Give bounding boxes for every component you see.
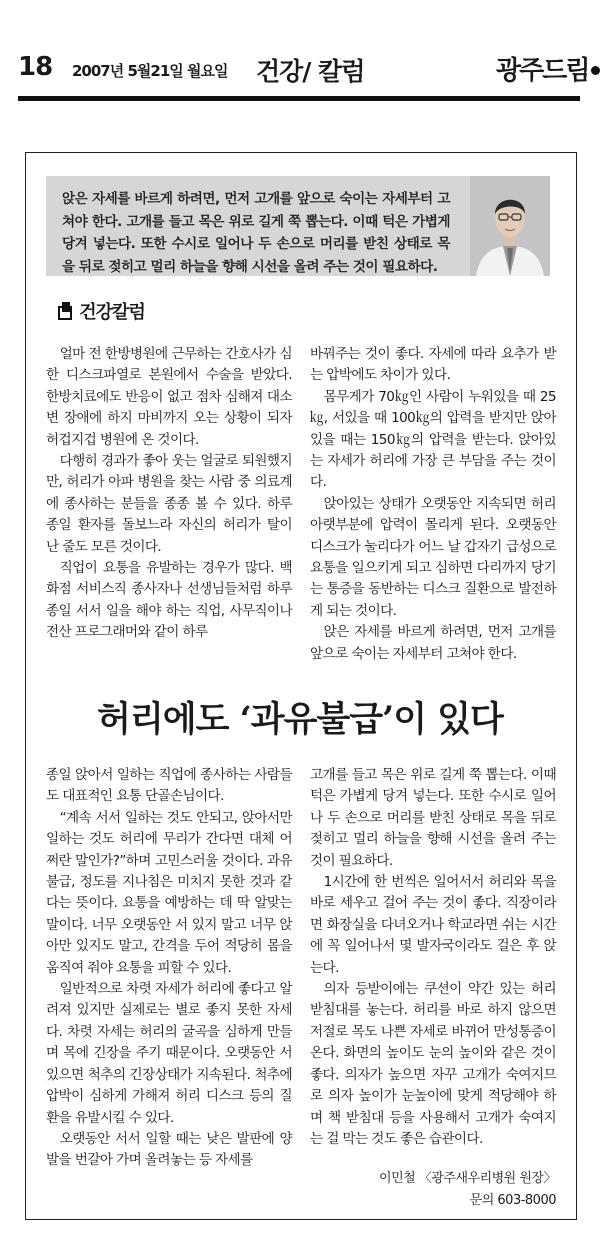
column-label-text: 건강칼럼: [79, 302, 145, 323]
column-square-icon: [58, 306, 72, 320]
paragraph: 앉아있는 상태가 오랫동안 지속되면 허리 아랫부분에 압력이 몰리게 된다. 오랫동안 디스크가 눌리다가 어느 날 갑자기 급성으로 요통을 일으키게 되고 심하면 다리까지 당기는 통증을 동반하는 디스크 질환으로 발전하게 되는 것이다.: [310, 495, 556, 619]
summary-text: 앉은 자세를 바르게 하려면, 먼저 고개를 앞으로 숙이는 자세부터 고쳐야 한다. 고개를 들고 목은 위로 길게 쭉 뽑는다. 이때 턱은 가볍게 당겨 넣는다. 또한 수시로 일어나 두 손으로 머리를 받친 상태로 목을 뒤로 젖히고 멀리 하늘을 향해 시선을 올려 주는 것이 필요하다.: [62, 191, 450, 275]
newspaper-logo: [496, 50, 588, 87]
column-label: [58, 298, 145, 324]
paragraph: 종일 앉아서 일하는 직업에 종사하는 사람들도 대표적인 요통 단골손님이다.: [46, 767, 292, 805]
body-column-upper-left: [46, 344, 292, 644]
paragraph: “계속 서서 일하는 것도 안되고, 앉아서만 일하는 것도 허리에 무리가 간다면 대체 어쩌란 말인가?”하며 고민스러울 것이다. 과유불급, 정도를 지나침은 미치지 못한 것과 같다는 뜻이다. 요통을 예방하는 데 딱 알맞는 말이다. 너무 오랫동안 서 있지 말고 너무 앉아만 있지도 말고, 간격을 두어 적당히 몸을 움직여 줘야 요통을 피할 수 있다.: [46, 809, 292, 976]
issue-date: 2007년 5월21일 월요일: [72, 62, 228, 80]
logo-dot-icon: [591, 66, 600, 75]
paragraph: 직업이 요통을 유발하는 경우가 많다. 백화점 서비스직 종사자나 선생님들처럼 하루 종일 서서 일을 해야 하는 직업, 사무직이나 전산 프로그래머와 같이 하루: [46, 560, 292, 641]
masthead-rule: [18, 96, 580, 101]
portrait-icon: [470, 176, 550, 276]
contact-line: 문의 603-8000: [469, 1193, 556, 1208]
paragraph: 얼마 전 한방병원에 근무하는 간호사가 심한 디스크파열로 본원에서 수술을 받았다. 한방치료에도 반응이 없고 점차 심해져 대소변 장애에 하지 마비까지 오는 상황이 되자 허겁지겁 병원에 온 것이다.: [46, 346, 292, 448]
paragraph: 의자 등받이에는 쿠션이 약간 있는 허리 받침대를 놓는다. 허리를 바로 하지 않으면 저절로 목도 나쁜 자세로 바뀌어 만성통증이 온다. 화면의 높이도 눈의 높이와 같은 것이 좋다. 의자가 높으면 자꾸 고개가 숙여지므로 의자 높이가 눈높이에 맞게 적당해야 하며 책 받침대 등을 사용해서 고개가 숙여지는 걸 막는 것도 좋은 습관이다.: [310, 981, 556, 1147]
body-column-lower-right: [310, 765, 556, 1150]
paragraph: 일반적으로 차렷 자세가 허리에 좋다고 알려져 있지만 실제로는 별로 좋지 못한 자세다. 차렷 자세는 허리의 굴곡을 심하게 만들며 목에 긴장을 주기 때문이다. 오랫동안 서 있으면 척추의 긴장상태가 지속된다. 척추에 압박이 심하게 가해져 허리 디스크 등의 질환을 유발시킬 수 있다.: [46, 981, 292, 1126]
author-portrait: [470, 176, 550, 276]
logo-text: 광주드림: [496, 56, 589, 86]
author-byline: 이민철 〈광주새우리병원 원장〉: [379, 1171, 556, 1186]
body-column-lower-left: [46, 765, 292, 1172]
headline: 허리에도 ‘과유불급’이 있다: [97, 699, 503, 740]
body-column-upper-right: [310, 344, 556, 665]
paragraph: 고개를 들고 목은 위로 길게 쭉 뽑는다. 이때 턱은 가볍게 당겨 넣는다. 또한 수시로 일어나 두 손으로 머리를 받친 상태로 목을 뒤로 젖히고 멀리 하늘을 향해 시선을 올려 주는 것이 필요하다.: [310, 767, 556, 869]
page-number: 18: [18, 52, 53, 82]
masthead: [0, 0, 600, 102]
section-title: 건강/ 칼럼: [256, 57, 365, 86]
paragraph: 앉은 자세를 바르게 하려면, 먼저 고개를 앞으로 숙이는 자세부터 고쳐야 한다.: [310, 624, 556, 662]
paragraph: 오랫동안 서서 일할 때는 낮은 발판에 양발을 번갈아 가며 올려놓는 등 자세를: [46, 1130, 292, 1169]
paragraph: 다행히 경과가 좋아 웃는 얼굴로 퇴원했지만, 허리가 아파 병원을 찾는 사람 중 의료계에 종사하는 분들을 종종 볼 수 있다. 하루 종일 환자를 돌보느라 자신의 허리가 탈이 난 줄도 모른 것이다.: [46, 453, 292, 555]
paragraph: 몸무게가 70㎏인 사람이 누워있을 때 25㎏, 서있을 때 100㎏의 압력을 받지만 앉아 있을 때는 150㎏의 압력을 받는다. 앉아있는 자세가 허리에 가장 큰 부담을 주는 것이다.: [310, 388, 556, 491]
paragraph: 바꿔주는 것이 좋다. 자세에 따라 요추가 받는 압박에도 차이가 있다.: [310, 346, 556, 384]
paragraph: 1시간에 한 번씩은 일어서서 허리와 목을 바로 세우고 걸어 주는 것이 좋다. 직장이라면 화장실을 다녀오거나 학교라면 쉬는 시간에 꼭 일어나서 몇 발자국이라도 걸은 후 앉는다.: [310, 874, 556, 976]
